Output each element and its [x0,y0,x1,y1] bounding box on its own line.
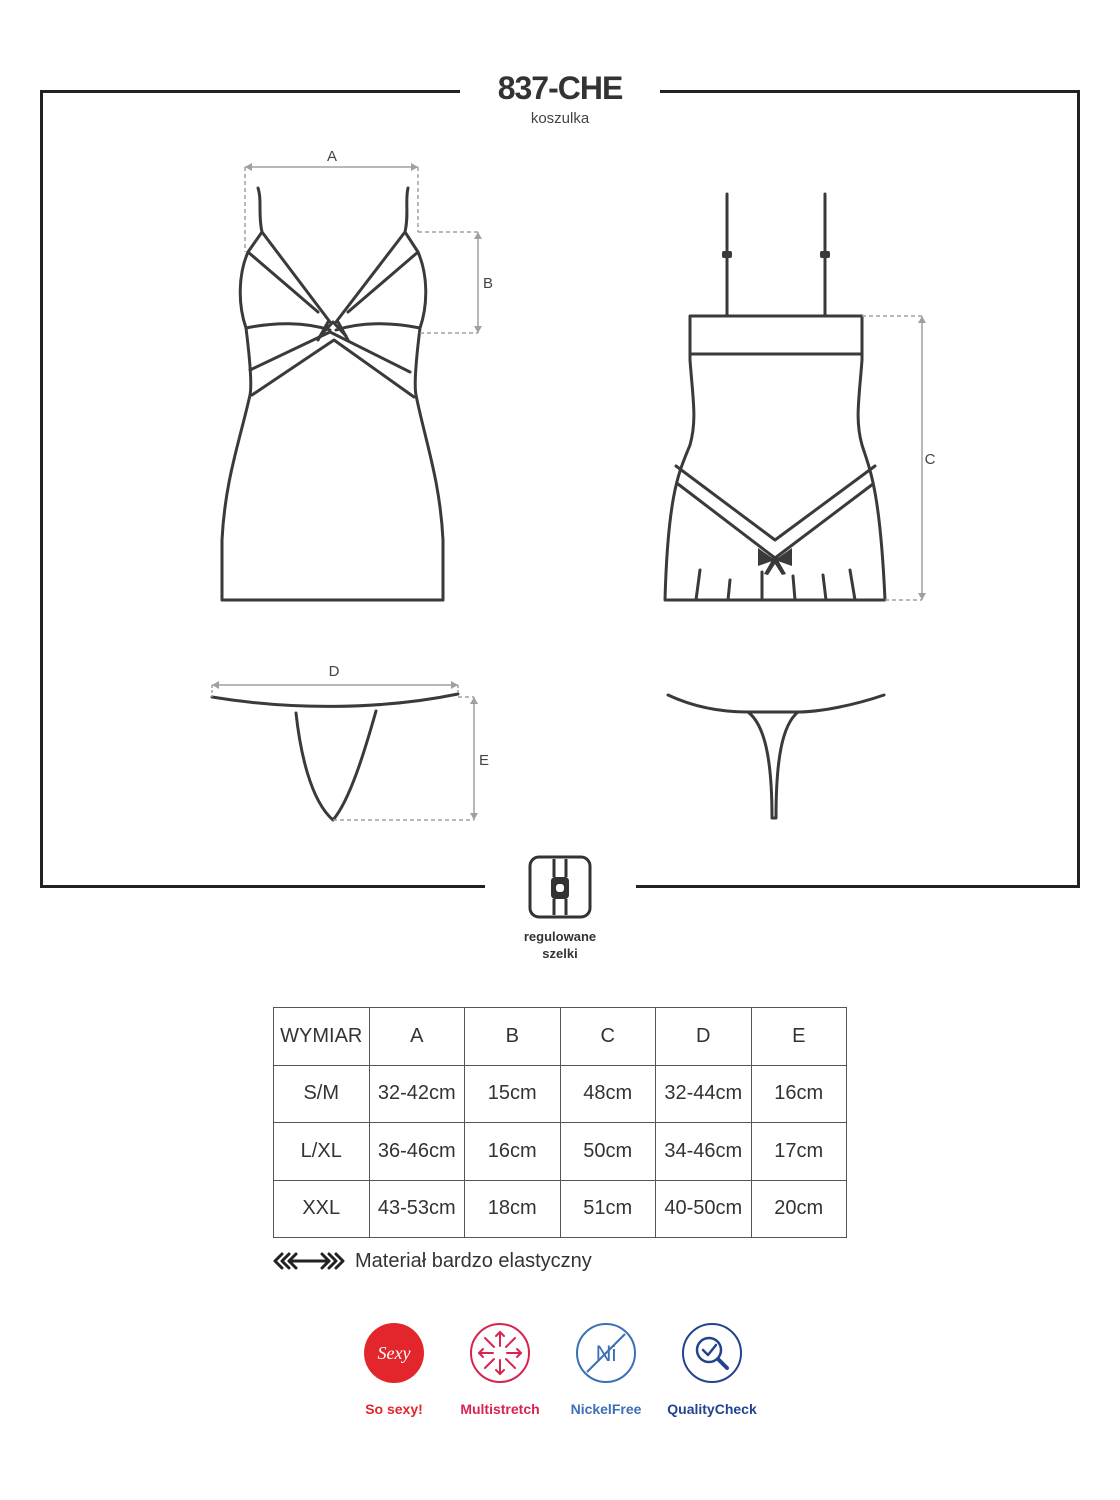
stretch-note-text: Materiał bardzo elastyczny [355,1249,592,1272]
badge-multistretch [445,1322,555,1417]
dimension-label-b: B [482,275,494,292]
table-cell: L/XL [274,1123,370,1181]
table-row [274,1180,847,1238]
strap-slider-right [820,251,830,258]
dimension-label-c: C [924,451,936,468]
table-cell: 48cm [560,1065,656,1123]
chemise-front-outline [222,188,443,600]
table-cell: 51cm [560,1180,656,1238]
badge-nickelfree [551,1322,661,1417]
table-cell: 36-46cm [369,1123,465,1181]
table-row [274,1123,847,1181]
feature-label [480,928,640,962]
table-cell: S/M [274,1065,370,1123]
quality-check-icon [681,1322,743,1384]
strap-slider-left [722,251,732,258]
badge-label: QualityCheck [667,1401,757,1417]
header-cell: B [465,1008,561,1066]
product-type: koszulka [530,110,590,127]
badge-sexy [339,1322,449,1417]
table-cell: 34-46cm [656,1123,752,1181]
size-table [273,1007,847,1238]
table-cell: 15cm [465,1065,561,1123]
header-cell: D [656,1008,752,1066]
dimension-label-e: E [478,752,490,769]
table-cell: 50cm [560,1123,656,1181]
header-cell: A [369,1008,465,1066]
stretch-arrows-icon [273,1252,345,1270]
size-table-header [274,1008,847,1066]
sexy-badge-icon [363,1322,425,1384]
table-cell: XXL [274,1180,370,1238]
header-cell: WYMIAR [274,1008,370,1066]
badge-label: So sexy! [365,1401,423,1417]
stretch-note [273,1247,592,1275]
table-cell: 32-42cm [369,1065,465,1123]
nickel-free-text: Ni [595,1341,617,1366]
header-cell: E [751,1008,847,1066]
chemise-back-outline [665,194,885,600]
table-cell: 17cm [751,1123,847,1181]
table-row [274,1065,847,1123]
table-cell: 16cm [751,1065,847,1123]
thong-back-outline [668,695,884,818]
table-cell: 18cm [465,1180,561,1238]
table-cell: 20cm [751,1180,847,1238]
badge-label: Multistretch [460,1401,540,1417]
multistretch-icon [469,1322,531,1384]
feature-label-line2: szelki [542,946,578,961]
adjustable-straps-icon [528,855,592,919]
thong-front-outline [212,694,458,820]
nickel-free-icon [575,1322,637,1384]
badge-qualitycheck [657,1322,767,1417]
badge-label: NickelFree [570,1401,642,1417]
table-cell: 43-53cm [369,1180,465,1238]
table-cell: 40-50cm [656,1180,752,1238]
feature-label-line1: regulowane [523,929,597,944]
sexy-badge-text: Sexy [377,1343,411,1363]
product-code: 837-CHE [497,70,623,106]
header-cell: C [560,1008,656,1066]
table-cell: 32-44cm [656,1065,752,1123]
dimension-label-d: D [328,663,340,680]
dimension-label-a: A [326,148,338,165]
table-cell: 16cm [465,1123,561,1181]
